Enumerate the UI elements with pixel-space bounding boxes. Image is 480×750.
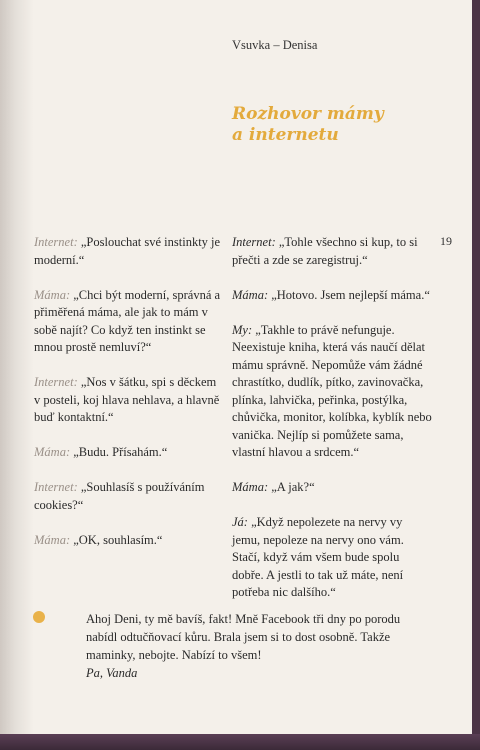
speaker-label: Máma: xyxy=(34,532,71,547)
dialogue-entry xyxy=(34,374,224,427)
speaker-label: Máma: xyxy=(232,480,269,494)
dialogue-entry xyxy=(232,479,432,497)
dialogue-text: „Když nepolezete na nervy vy jemu, nepoleze na nervy ono vám. Stačí, když vám všem bude spolu dobře. A jestli to tak už máte, není potřeba nic dalšího.“ xyxy=(232,515,404,599)
dialogue-entry xyxy=(34,479,224,514)
speaker-label: Máma: xyxy=(34,445,71,459)
speaker-label: Internet: xyxy=(232,235,276,249)
reader-note xyxy=(86,610,406,682)
dialogue-text: „Budu. Přísahám.“ xyxy=(70,445,168,459)
dialogue-text: „Tohle všechno si kup, to si přečti a zde se zaregistruj.“ xyxy=(232,235,418,267)
dialogue-text: „Chci být moderní, správná a přiměřená máma, ale jak to mám v sobě najít? Co když ten instinkt se mnou prostě nemluví?“ xyxy=(34,287,221,354)
dialogue-entry xyxy=(34,287,224,357)
dialogue-entry xyxy=(34,234,224,269)
reader-note-text: Ahoj Deni, ty mě bavíš, fakt! Mně Facebook tři dny po porodu nabídl odtučňovací kůru. Brala jsem si to dost osobně. Takže maminky, nebojte. Nabízí to všem! xyxy=(86,612,401,662)
dialogue-entry xyxy=(34,444,224,462)
dialogue-text: „Souhlasíš s používáním cookies?“ xyxy=(34,480,205,512)
dialogue-text: „Nos v šátku, spi s děckem v posteli, koj hlava nehlava, a hlavně buď kontaktní.“ xyxy=(34,375,220,424)
dialogue-entry xyxy=(232,234,432,269)
note-bullet-icon xyxy=(33,611,45,623)
speaker-label: Internet: xyxy=(34,375,78,389)
page-gutter-shadow xyxy=(0,0,34,734)
reader-note-signature: Pa, Vanda xyxy=(86,666,138,680)
dialogue-entry xyxy=(34,532,224,550)
speaker-label: Internet: xyxy=(34,235,78,249)
book-cover-edge-bottom xyxy=(0,734,480,750)
dialogue-right-column xyxy=(232,234,432,619)
dialogue-text: „Takhle to právě nefunguje. Neexistuje kniha, která vás naučí dělat mámu správně. Nepomůže vám žádné chrastítko, dudlík, pítko, zavinovačka, plínka, lahvička, peřinka, postýlka, chůvička, monitor, kolíbka, kyblík nebo vanička. Nejlíp si pomůžete sama, vlastní hlavou a srdcem.“ xyxy=(232,322,432,459)
dialogue-left-column xyxy=(34,234,224,567)
dialogue-text: „Hotovo. Jsem nejlepší máma.“ xyxy=(268,287,430,302)
speaker-label: Internet: xyxy=(34,480,78,494)
speaker-label: My: xyxy=(232,322,253,337)
dialogue-text: „A jak?“ xyxy=(268,480,315,494)
speaker-label: Máma: xyxy=(232,287,269,302)
chapter-title-line-1: Rozhovor mámy xyxy=(232,104,384,124)
book-cover-edge-right xyxy=(472,0,480,750)
dialogue-entry xyxy=(232,322,432,462)
chapter-title-line-2: a internetu xyxy=(232,125,339,145)
running-head: Vsuvka – Denisa xyxy=(232,38,318,52)
page-number: 19 xyxy=(440,234,452,248)
speaker-label: Máma: xyxy=(34,287,71,302)
chapter-title xyxy=(232,104,384,146)
dialogue-entry xyxy=(232,514,432,602)
dialogue-text: „Poslouchat své instinkty je moderní.“ xyxy=(34,235,221,267)
dialogue-text: „OK, souhlasím.“ xyxy=(70,532,163,547)
dialogue-entry xyxy=(232,287,432,305)
speaker-label: Já: xyxy=(232,515,248,529)
